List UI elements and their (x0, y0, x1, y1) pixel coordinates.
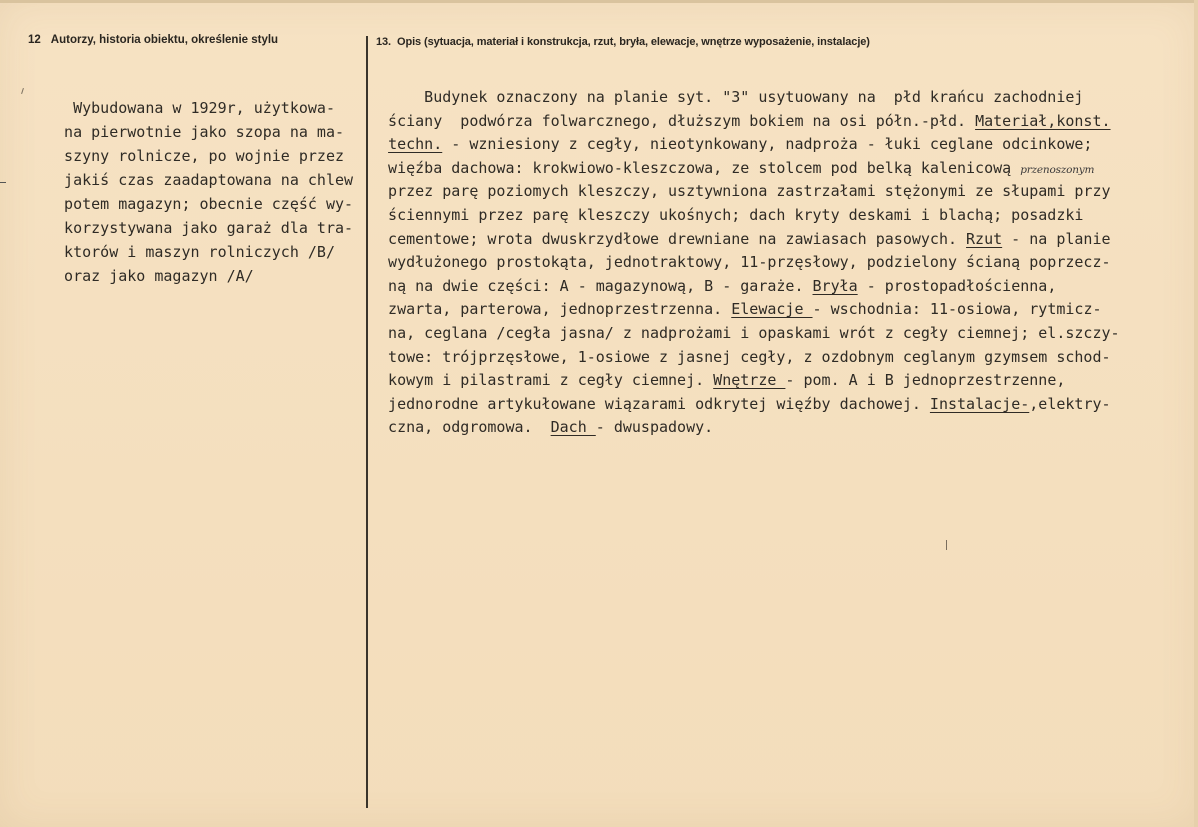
left-text-line: szyny rolnicze, po wojnie przez (46, 147, 345, 165)
text-run: - prostopadłościenna, (857, 276, 1057, 295)
text-run: ściany podwórza folwarcznego, dłuższym bokiem na osi półn.-płd. (370, 111, 976, 130)
left-text-line: na pierwotnie jako szopa na ma- (46, 123, 345, 141)
underlined-heading: techn. (388, 135, 443, 154)
right-text-line (370, 275, 1198, 299)
sheet-top-edge (0, 0, 1198, 3)
text-run: kowym i pilastrami z cegły ciemnej. (370, 371, 714, 390)
right-text-line (370, 322, 1198, 346)
right-text-line (370, 298, 1198, 322)
text-run: towe: trójprzęsłowe, 1-osiowe z jasnej cegły, z ozdobnym ceglanym gzymsem schod- (370, 347, 1111, 366)
underlined-heading: Wnętrze (713, 371, 786, 390)
right-text-line (370, 393, 1198, 417)
right-text-line (370, 204, 1198, 228)
margin-tick (0, 182, 6, 183)
section-13-number: 13. (376, 36, 391, 48)
text-run: - dwuspadowy. (595, 418, 714, 437)
left-text-line: korzystywana jako garaż dla tra- (46, 219, 354, 237)
text-run: wydłużonego prostokąta, jednotraktowy, 11-przęsłowy, podzielony ścianą poprzecz- (370, 253, 1111, 272)
underlined-heading: Rzut (966, 229, 1003, 248)
section-13-body (370, 86, 1198, 440)
pencil-mark (946, 540, 947, 550)
underlined-heading: Dach (550, 418, 596, 437)
handwritten-insert: przenoszonym (1020, 163, 1095, 176)
right-text-line (370, 157, 1198, 181)
text-run: - pom. A i B jednoprzestrzenne, (785, 371, 1066, 390)
text-run: zwarta, parterowa, jednoprzestrzenna. (370, 300, 732, 319)
right-text-line (370, 180, 1198, 204)
text-run: na, ceglana /cegła jasna/ z nadprożami i opaskami wrót z cegły ciemnej; el.szczy- (370, 323, 1120, 342)
section-12-body (46, 96, 368, 288)
right-text-line (370, 251, 1198, 275)
text-run: - wschodnia: 11-osiowa, rytmicz- (812, 300, 1102, 319)
left-text-line: jakiś czas zaadaptowana na chlew (46, 171, 354, 189)
underlined-heading: Bryła (812, 276, 858, 295)
right-text-line (370, 369, 1198, 393)
underlined-heading: Instalacje- (929, 394, 1030, 413)
section-12-number: 12 (28, 34, 41, 46)
section-13-title: Opis (sytuacja, materiał i konstrukcja, rzut, bryła, elewacje, wnętrze wyposażenie, instalacje) (397, 36, 870, 48)
text-run: czna, odgromowa. (370, 418, 551, 437)
underlined-heading: Elewacje (731, 300, 813, 319)
right-text-line (370, 228, 1198, 252)
text-run: - na planie (1002, 229, 1111, 248)
right-text-line (370, 133, 1198, 157)
text-run: więźba dachowa: krokwiowo-kleszczowa, ze stolcem pod belką kalenicową (370, 158, 1021, 177)
text-run: cementowe; wrota dwuskrzydłowe drewniane na zawiasach pasowych. (370, 229, 967, 248)
left-text-line: potem magazyn; obecnie część wy- (46, 195, 354, 213)
left-text-line: ktorów i maszyn rolniczych /B/ (46, 243, 335, 261)
left-text-line: Wybudowana w 1929r, użytkowa- (46, 99, 335, 117)
text-run: przez parę poziomych kleszczy, usztywniona zastrzałami stężonymi ze słupami przy (370, 182, 1111, 201)
section-12-heading (28, 34, 278, 46)
left-text-line: oraz jako magazyn /A/ (46, 267, 254, 285)
text-run: jednorodne artykułowane wiązarami odkrytej więźby dachowej. (370, 394, 930, 413)
text-run: ściennymi przez parę kleszczy ukośnych; dach kryty deskami i blachą; posadzki (370, 205, 1084, 224)
right-text-line (370, 110, 1198, 134)
text-run: ną na dwie części: A - magazynową, B - garaże. (370, 276, 813, 295)
right-text-line (370, 416, 1198, 440)
right-text-line (370, 346, 1198, 370)
section-13-heading (376, 36, 870, 48)
text-run: ,elektry- (1029, 394, 1111, 413)
underlined-heading: Materiał,konst. (975, 111, 1111, 130)
text-run: Budynek oznaczony na planie syt. "3" usytuowany na płd krańcu zachodniej (370, 88, 1084, 106)
right-text-line (370, 86, 1198, 110)
section-12-title: Autorzy, historia obiektu, określenie stylu (50, 34, 279, 46)
text-run: - wzniesiony z cegły, nieotynkowany, nadproża - łuki ceglane odcinkowe; (442, 135, 1093, 154)
